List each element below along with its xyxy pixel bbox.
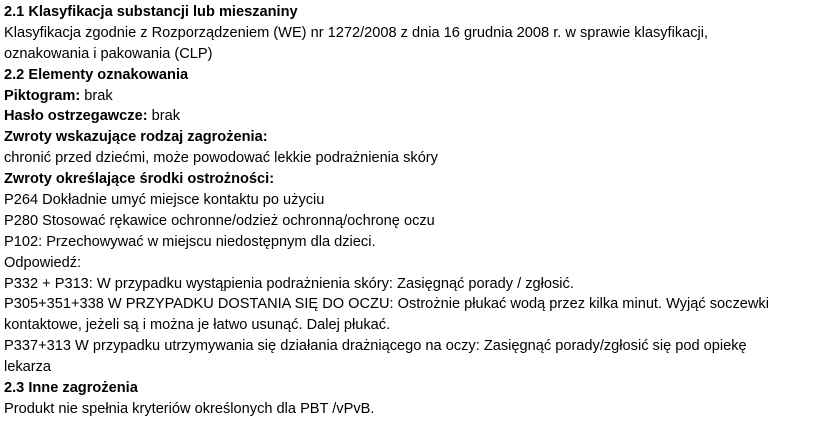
pictogram-row bbox=[4, 86, 812, 107]
response-label: Odpowiedź: bbox=[4, 254, 82, 271]
response-p337-line1: P337+313 W przypadku utrzymywania się działania drażniącego na oczy: Zasięgnąć porady/zgłosić się pod opiekę bbox=[4, 338, 747, 355]
pictogram-label: Piktogram: bbox=[4, 87, 81, 104]
hazard-statements-label: Zwroty wskazujące rodzaj zagrożenia: bbox=[4, 129, 268, 146]
hazard-statements-text: chronić przed dziećmi, może powodować lekkie podrażnienia skóry bbox=[4, 150, 438, 167]
signal-word-value: brak bbox=[147, 108, 181, 125]
precautionary-p280: P280 Stosować rękawice ochronne/odzież ochronną/ochronę oczu bbox=[4, 212, 435, 229]
precautionary-label: Zwroty określające środki ostrożności: bbox=[4, 171, 275, 188]
precautionary-p102: P102: Przechowywać w miejscu niedostępnym dla dzieci. bbox=[4, 233, 376, 250]
section-2-1-text-line1: Klasyfikacja zgodnie z Rozporządzeniem (WE) nr 1272/2008 z dnia 16 grudnia 2008 r. w sprawie klasyfikacji, bbox=[4, 24, 709, 41]
signal-word-row bbox=[4, 106, 812, 127]
response-p305-line1: P305+351+338 W PRZYPADKU DOSTANIA SIĘ DO OCZU: Ostrożnie płukać wodą przez kilka minut. Wyjąć soczewki bbox=[4, 296, 769, 313]
signal-word-label: Hasło ostrzegawcze: bbox=[4, 108, 148, 125]
pictogram-value: brak bbox=[80, 87, 113, 104]
section-2-3-heading: 2.3 Inne zagrożenia bbox=[4, 380, 138, 397]
section-2-3-text: Produkt nie spełnia kryteriów określonych dla PBT /vPvB. bbox=[4, 400, 375, 417]
precautionary-p264: P264 Dokładnie umyć miejsce kontaktu po użyciu bbox=[4, 192, 325, 209]
response-p305-line2: kontaktowe, jeżeli są i można je łatwo usunąć. Dalej płukać. bbox=[4, 317, 391, 334]
document bbox=[4, 2, 812, 420]
section-2-2-heading: 2.2 Elementy oznakowania bbox=[4, 66, 189, 83]
section-2-1-text-line2: oznakowania i pakowania (CLP) bbox=[4, 45, 213, 62]
response-p337-line2: lekarza bbox=[4, 359, 52, 376]
section-2-1-heading: 2.1 Klasyfikacja substancji lub mieszaniny bbox=[4, 4, 298, 20]
response-p332: P332 + P313: W przypadku wystąpienia podrażnienia skóry: Zasięgnąć porady / zgłosić. bbox=[4, 275, 574, 292]
